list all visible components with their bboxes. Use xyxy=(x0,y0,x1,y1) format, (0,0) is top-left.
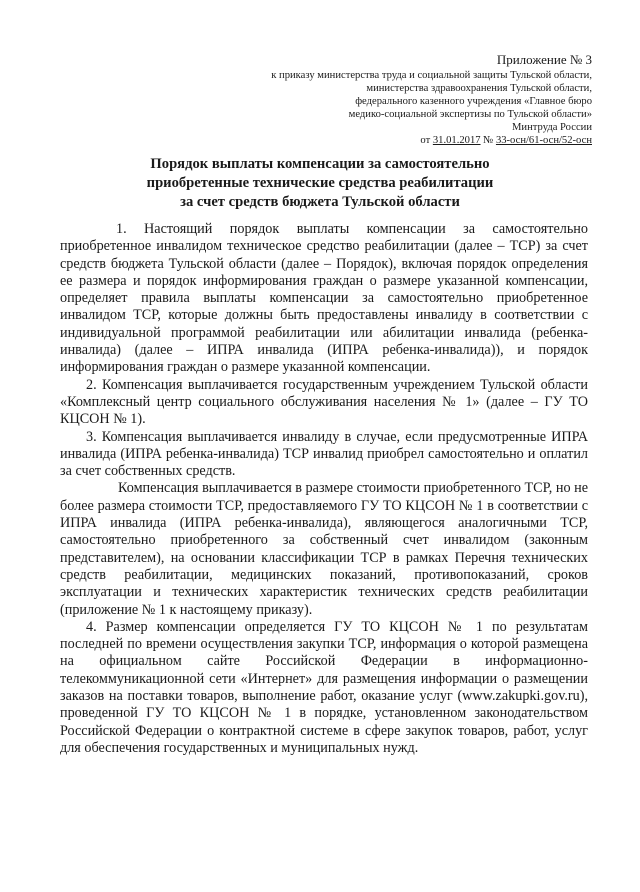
appendix-date-line xyxy=(252,134,592,147)
appendix-line-5: Минтруда России xyxy=(512,122,592,133)
paragraph-2: 2. Компенсация выплачивается государственным учреждением Тульской области «Комплексный центр социального обслуживания населения № 1» (далее – ГУ ТО КЦСОН № 1). xyxy=(60,376,588,428)
paragraph-3-continued: Компенсация выплачивается в размере стоимости приобретенного ТСР, но не более размера стоимости ТСР, предоставляемого ГУ ТО КЦСОН № 1 в соответствии с ИПРА инвалида (ИПРА ребенка-инвалида), являющегося аналогичными ТСР, самостоятельно приобретенного за собственный счет инвалидом (законным представителем), на основании классификации ТСР в рамках Перечня технических средств реабилитации, медицинских показаний, противопоказаний, сроков эксплуатации и технических характеристик технических средств реабилитации (приложение № 1 к настоящему приказу). xyxy=(60,480,588,618)
appendix-line-4: медико-социальной экспертизы по Тульской области» xyxy=(348,109,592,120)
date-prefix: от xyxy=(420,135,433,146)
appendix-line-2: министерства здравоохранения Тульской области, xyxy=(366,83,592,94)
paragraph-3: 3. Компенсация выплачивается инвалиду в случае, если предусмотренные ИПРА инвалида (ИПРА ребенка-инвалида) ТСР инвалид приобрел самостоятельно и оплатил за счет собственных средств. xyxy=(60,428,588,480)
order-number: 33-осн/61-осн/52-осн xyxy=(495,135,592,146)
paragraph-4: 4. Размер компенсации определяется ГУ ТО КЦСОН № 1 по результатам последней по времени осуществления закупки ТСР, информация о которой размещена на официальном сайте Российской Федерации в информационно-телекоммуникационной сети «Интернет» для размещения информации о размещении заказов на поставки товаров, выполнение работ, оказание услуг (www.zakupki.gov.ru), проведенной ГУ ТО КЦСОН № 1 в порядке, установленном законодательством Российской Федерации о контрактной системе в сфере закупок товаров, работ, услуг для обеспечения государственных и муниципальных нужд. xyxy=(60,618,588,756)
document-body xyxy=(60,221,588,757)
title-line-3: за счет средств бюджета Тульской области xyxy=(180,194,460,210)
paragraph-1: 1. Настоящий порядок выплаты компенсации за самостоятельно приобретенное инвалидом техническое средство реабилитации (далее – ТСР) за счет средств бюджета Тульской области (далее – Порядок), включая порядок определения ее размера и порядок информирования граждан о размере указанной компенсации, определяет правила выплаты компенсации за самостоятельно приобретенное инвалидом ТСР, которые должны быть предоставлены инвалиду в соответствии с индивидуальной программой реабилитации или абилитации инвалида (ребенка-инвалида) (далее – ИПРА инвалида (ИПРА ребенка-инвалида)), и порядок информирования граждан о размере указанной компенсации. xyxy=(60,221,588,376)
appendix-line-1: к приказу министерства труда и социальной защиты Тульской области, xyxy=(271,70,592,81)
appendix-title: Приложение № 3 xyxy=(496,52,592,67)
title-line-2: приобретенные технические средства реабилитации xyxy=(146,175,494,191)
title-line-1: Порядок выплаты компенсации за самостоятельно xyxy=(150,156,490,172)
document-title xyxy=(80,155,560,212)
appendix-line-3: федерального казенного учреждения «Главное бюро xyxy=(355,96,592,107)
number-prefix: № xyxy=(480,135,496,146)
appendix-header xyxy=(252,52,592,147)
order-date: 31.01.2017 xyxy=(432,135,481,146)
